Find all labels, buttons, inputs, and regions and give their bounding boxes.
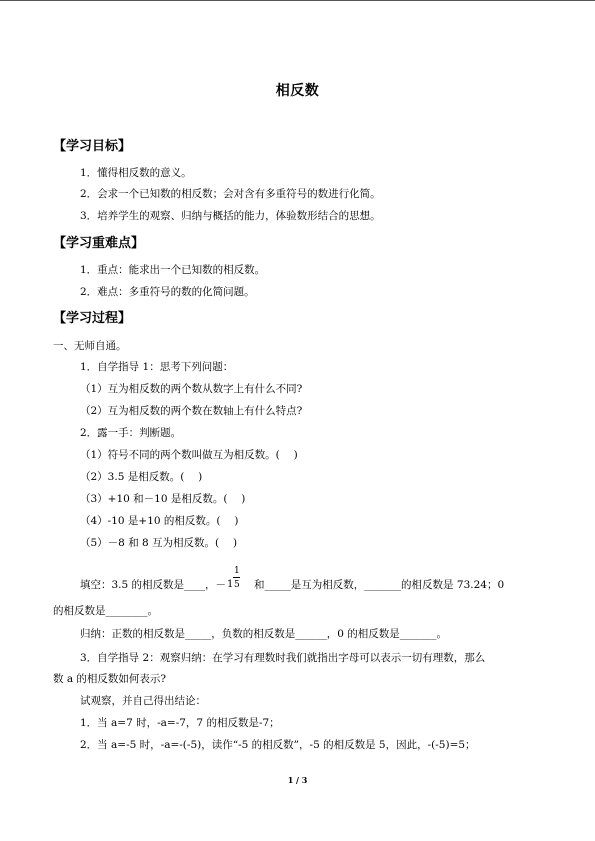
self-study-guide-1: 1．自学指导 1：思考下列问题：	[80, 361, 234, 373]
key-point-item: 1．重点：能求出一个已知数的相反数。	[80, 264, 266, 276]
goal-item: 3．培养学生的观察、归纳与概括的能力，体验数形结合的思想。	[80, 210, 381, 222]
key-point-item: 2．难点：多重符号的数的化简问题。	[80, 286, 255, 298]
mixed-fraction	[226, 566, 254, 592]
self-study-guide-2: 3．自学指导 2：观察归纳：在学习有理数时我们就指出字母可以表示一切有理数，那么	[80, 652, 486, 664]
question-item: （2）互为相反数的两个数在数轴上有什么特点?	[80, 405, 303, 417]
observation-item: 2．当 a=-5 时，-a=-(-5)，读作“-5 的相反数”，-5 的相反数是 5，因此，-(-5)=5；	[80, 739, 476, 751]
goal-item: 1．懂得相反数的意义。	[80, 167, 192, 179]
section-heading-goals: 【学习目标】	[53, 139, 132, 154]
judgment-item: （3）+10 和－10 是相反数。( )	[80, 493, 246, 505]
judgment-item: （1）符号不同的两个数叫做互为相反数。( )	[80, 449, 298, 461]
self-study-guide-2-continuation: 数 a 的相反数如何表示?	[53, 673, 167, 685]
goal-item: 2．会求一个已知数的相反数；会对含有多重符号的数进行化简。	[80, 188, 381, 200]
fraction-whole: 1	[227, 579, 234, 590]
question-item: （1）互为相反数的两个数从数字上有什么不同?	[80, 383, 303, 395]
fill-in-text: 和_____是互为相反数，_______的相反数是 73.24；0	[254, 579, 505, 591]
page-number: 1 / 3	[287, 775, 308, 785]
conclusion-line: 归纳：正数的相反数是_____，负数的相反数是______，0 的相反数是_______。	[80, 628, 448, 640]
fill-in-text: 填空：3.5 的相反数是____，－	[80, 579, 227, 591]
page-title: 相反数	[275, 83, 320, 99]
judgment-item: （2）3.5 是相反数。( )	[80, 471, 203, 483]
fill-in-blank-line	[80, 566, 505, 592]
fill-in-continuation: 的相反数是________。	[53, 605, 158, 617]
judgment-item: （5）－8 和 8 互为相反数。( )	[80, 537, 238, 549]
header-rule	[0, 0, 595, 1]
fraction-denominator: 5	[234, 580, 240, 590]
observation-intro: 试观察，并自己得出结论：	[80, 695, 206, 707]
process-part-1: 一、无师自通。	[53, 340, 127, 352]
judgment-heading: 2．露一手：判断题。	[80, 427, 182, 439]
section-heading-process: 【学习过程】	[53, 311, 132, 326]
judgment-item: （4）-10 是+10 的相反数。( )	[80, 515, 239, 527]
fraction-numerator: 1	[234, 566, 240, 576]
observation-item: 1．当 a=7 时，-a=-7，7 的相反数是-7；	[80, 717, 280, 729]
section-heading-key-points: 【学习重难点】	[53, 236, 145, 251]
